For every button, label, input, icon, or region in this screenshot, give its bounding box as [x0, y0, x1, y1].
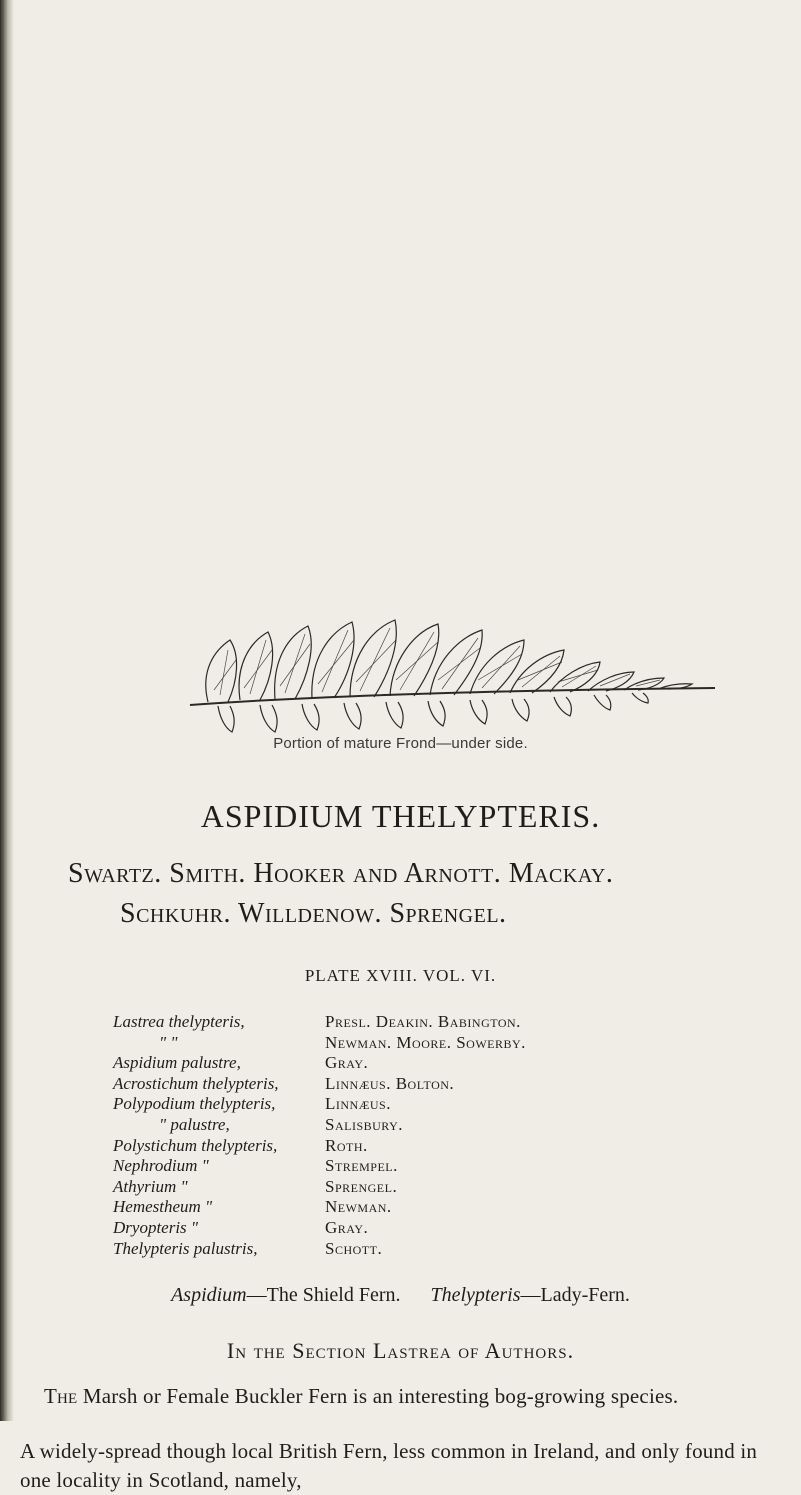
paragraph-2: A widely-spread though local British Fern, less common in Ireland, and only found in one locality in Scotland, namely,: [20, 1439, 758, 1492]
genus-name: Aspidium: [171, 1284, 247, 1306]
authors-line-1: Swartz. Smith. Hooker and Arnott. Mackay.: [68, 858, 614, 889]
species-meaning: —Lady-Fern.: [520, 1284, 630, 1306]
authors-line-2: Schkuhr. Willdenow. Sprengel.: [120, 898, 507, 929]
paragraph-1: [20, 1382, 790, 1411]
section-heading: In the Section Lastrea of Authors.: [226, 1338, 575, 1363]
synonym-name: Acrostichum thelypteris,: [113, 1073, 279, 1093]
synonym-authority: Sprengel.: [325, 1176, 398, 1196]
synonym-authority: Gray.: [325, 1053, 369, 1073]
page-title: ASPIDIUM THELYPTERIS.: [200, 798, 601, 834]
paragraph-lead-word: The: [44, 1384, 78, 1408]
synonym-name: Hemestheum ": [113, 1197, 213, 1217]
synonym-name: Dryopteris ": [113, 1217, 199, 1237]
synonym-authority: Schott.: [325, 1238, 383, 1258]
synonym-name: " palustre,: [159, 1114, 230, 1134]
synonym-name: Polystichum thelypteris,: [113, 1135, 278, 1155]
synonym-authority: Linnæus.: [325, 1094, 391, 1114]
synonym-authority: Gray.: [325, 1217, 369, 1237]
synonym-name: Athyrium ": [113, 1176, 188, 1196]
species-name: Thelypteris: [430, 1284, 521, 1306]
fern-frond-illustration: [180, 610, 720, 735]
name-meanings: [0, 1284, 801, 1307]
synonym-authority: Presl. Deakin. Babington.: [325, 1012, 521, 1031]
synonym-authority: Roth.: [325, 1135, 368, 1155]
synonym-name: " ": [159, 1032, 178, 1052]
figure-caption: Portion of mature Frond—under side.: [273, 735, 528, 752]
synonym-name: Aspidium palustre,: [113, 1053, 241, 1073]
synonym-authority: Newman. Moore. Sowerby.: [325, 1032, 526, 1052]
synonym-names: [113, 1012, 279, 1259]
synonym-name: Thelypteris palustris,: [113, 1238, 258, 1258]
synonym-authority: Strempel.: [325, 1156, 398, 1176]
synonym-name: Polypodium thelypteris,: [113, 1094, 276, 1114]
synonym-authority: Salisbury.: [325, 1114, 404, 1134]
plate-reference: PLATE XVIII. VOL. VI.: [304, 966, 497, 985]
synonym-authorities: [325, 1012, 526, 1259]
genus-meaning: —The Shield Fern.: [246, 1284, 401, 1306]
synonym-authority: Linnæus. Bolton.: [325, 1073, 455, 1093]
paragraph-1-text: Marsh or Female Buckler Fern is an interesting bog-growing species.: [82, 1384, 679, 1408]
synonym-authority: Newman.: [325, 1197, 392, 1217]
synonym-name: Nephrodium ": [113, 1156, 209, 1176]
page-edge: [0, 0, 14, 1421]
synonym-name: Lastrea thelypteris,: [113, 1012, 245, 1031]
